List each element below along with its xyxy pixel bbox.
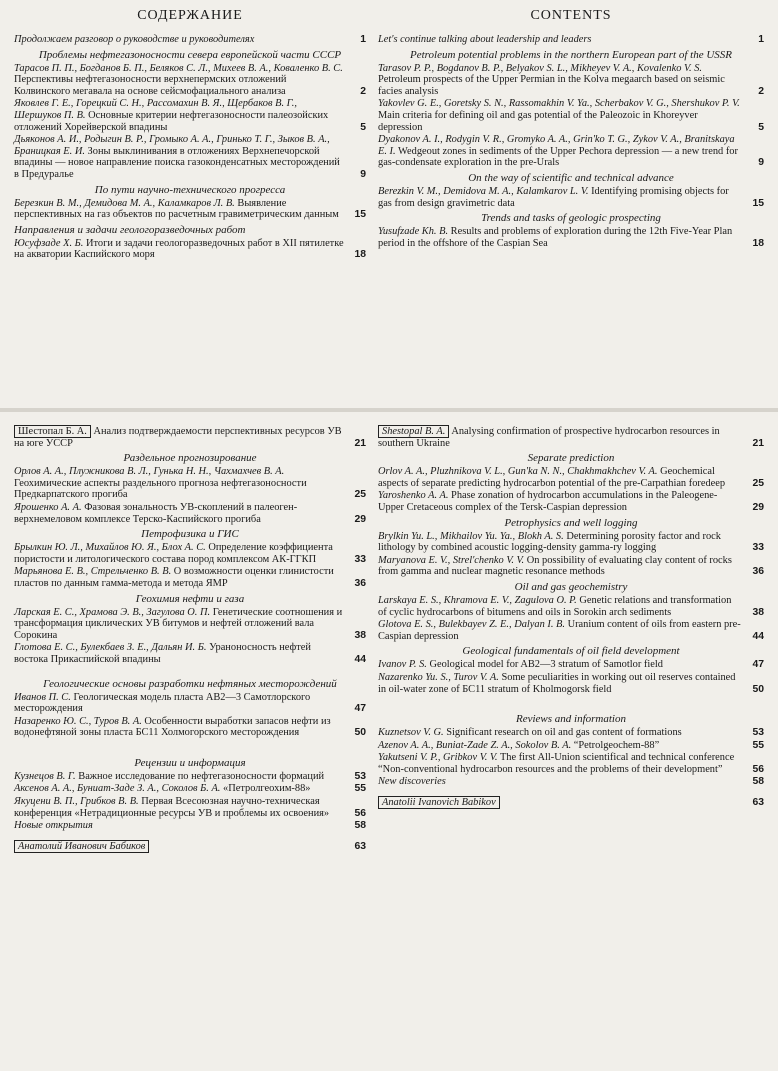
toc-entry [378,555,764,578]
toc-entry [14,466,366,501]
entry-authors: Yakovlev G. E., Goretsky S. N., Rassomakhin V. Ya., Scherbakov V. G., Shershukov P. V. [378,98,740,110]
page-number: 25 [354,489,366,501]
page-number: 53 [752,727,764,739]
toc-right-column-en [378,8,764,250]
entry-title: Фазовая зональность УВ-скоплений в палеоген-верхнемеловом комплексе Терско-Каспийского прогиба [14,501,298,525]
entry-authors: Брылкин Ю. Л., Михайлов Ю. Я., Блох А. С. [14,542,206,554]
page-number: 58 [354,820,366,832]
toc-entry [14,796,366,819]
toc-entry [378,595,764,618]
entry-authors: Березкин В. М., Демидова М. А., Каламкаров Л. В. [14,197,235,209]
page-number: 36 [354,577,366,589]
toc-entry [378,134,764,169]
section-heading: Trends and tasks of geologic prospecting [481,212,661,225]
entry-authors: Марьянова Е. В., Стрельченко В. В. [14,566,172,578]
page-number: 44 [752,630,764,642]
toc-entry [378,466,764,489]
page-number: 21 [354,437,366,449]
entry-authors: Azenov A. A., Buniat-Zade Z. A., Sokolov B. A. [378,739,572,751]
toc-left-column-ru [14,8,366,262]
entry-authors: Аксенов А. А., Буниат-Заде З. А., Соколов Б. А. [14,783,221,795]
entry-title: Some peculiarities in working out oil reserves contained in oil-water zone of БС11 stratum of Kholmogorsk field [378,671,736,695]
entry-authors-boxed: Anatolii Ivanovich Babikov [378,796,500,809]
page-title-en: CONTENTS [530,8,612,23]
toc-entry [378,797,764,809]
entry-authors: Brylkin Yu. L., Mikhailov Yu. Ya., Blokh A. S. [378,530,564,542]
toc-entry [14,98,366,133]
entry-title: Выявление перспективных на газ объектов по расчетным гравиметрическим данным [14,197,339,221]
entry-title: О возможности оценки глинистости пластов по данным гамма-метода и метода ЯМР [14,566,334,589]
section-heading: Геохимия нефти и газа [135,592,245,605]
entry-title: Определение коэффициента пористости и литологического состава пород комплексом АК-ГГКП [14,542,333,565]
section-heading: Геологические основы разработки нефтяных месторождений [43,677,337,690]
toc-entry [14,542,366,565]
entry-title: Важное исследование по нефтегазоносности формаций [78,770,325,782]
page-number: 38 [354,629,366,641]
page-title-ru: СОДЕРЖАНИЕ [137,8,243,23]
entry-title: Genetic relations and transformation of cyclic hydrocarbons of bitumens and oils in Sorokin arch sediments [378,594,732,618]
entry-text: Let's continue talking about leadership and leaders [378,34,592,45]
toc-entry [14,198,366,221]
entry-title: Results and problems of exploration during the 12th Five-Year Plan period in the offshore of the Caspian Sea [378,226,733,249]
page-number: 15 [752,197,764,209]
toc-entry [14,642,366,665]
page-number: 47 [354,703,366,715]
entry-title: Особенности выработки запасов нефти из водонефтяной зоны пласта БС11 Холмогорского месторождения [14,715,331,739]
page-number: 1 [360,34,366,45]
entry-title: Перспективы нефтегазоносности верхнепермских отложений Колвинского мегавала на основе сейсмофациального анализа [14,74,287,97]
toc-entry [14,34,366,46]
page-number: 38 [752,606,764,618]
page-number: 9 [758,157,764,169]
entry-title: The first All-Union scientifical and technical conference “Non-conventional hydrocarbon resources and the problems of their development” [378,752,735,775]
section-heading: Geological fundamentals of oil field development [462,645,680,658]
entry-title: Ураноносность нефтей востока Прикаспийской впадины [14,642,311,665]
entry-authors: Глотова Е. С., Булекбаев З. Е., Дальян И. Б. [14,642,207,654]
entry-authors: Maryanova E. V., Strel'chenko V. V. [378,554,525,566]
toc-entry [378,752,764,775]
page-number: 55 [354,783,366,795]
toc-entry [14,783,366,795]
entry-authors: Glotova E. S., Bulekbayev Z. E., Dalyan I. B. [378,619,565,631]
entry-title: Генетические соотношения и трансформация циклических УВ битумов и нефтей отложений вала Сорокина [14,606,343,641]
entry-title: On possibility of evaluating clay content of rocks from gamma and nuclear magnetic resonance methods [378,554,732,578]
entry-authors: Орлов А. А., Плужникова В. Л., Гунька Н. Н., Чахмахчев В. А. [14,466,285,478]
toc-left-column-ru [14,426,366,853]
entry-authors: Иванов П. С. [14,691,71,703]
page-number: 63 [354,840,366,852]
entry-title: Identifying promising objects for gas from design gravimetric data [378,185,729,209]
toc-entry [378,531,764,554]
entry-authors: Yusufzade Kh. B. [378,226,449,238]
page-number: 63 [752,797,764,809]
toc-entry [378,186,764,209]
entry-authors: Tarasov P. P., Bogdanov B. P., Belyakov S. L., Mikheyev V. A., Kovalenko V. S. [378,62,702,74]
entry-title: Geochemical aspects of separate predicting hydrocarbon potential of the pre-Carpathian foredeep [378,466,726,489]
toc-entry [378,34,764,46]
entry-title: Геологическая модель пласта АВ2—3 Самотлорского месторождения [14,691,311,715]
entry-title: Первая Всесоюзная научно-техническая конференция «Нетрадиционные ресурсы УВ и проблемы их освоения» [14,796,330,819]
entry-authors: Berezkin V. M., Demidova M. A., Kalamkarov L. V. [378,185,589,197]
toc-entry [378,727,764,739]
toc-entry [14,771,366,783]
entry-title: Зоны выклинивания в отложениях Верхнепечорской впадины — новое направление поиска газоконденсатных месторождений в Предуралье [14,145,340,180]
toc-entry [14,502,366,525]
entry-authors: Larskaya E. S., Khramova E. V., Zagulova O. P. [378,594,577,606]
section-heading: Рецензии и информация [134,756,246,769]
toc-bottom-section [0,412,778,1071]
entry-text: Продолжаем разговор о руководстве и руководителях [14,34,255,45]
section-heading: Oil and gas geochemistry [514,580,628,593]
page-number: 29 [752,501,764,513]
toc-entry [378,226,764,249]
toc-entry [14,841,366,853]
entry-authors: Dyakonov A. I., Rodygin V. R., Gromyko A. A., Grin'ko T. G., Zykov V. A., Branitskaya E. I. [378,134,735,157]
page-number: 29 [354,513,366,525]
entry-title: Геохимические аспекты раздельного прогноза нефтегазоносности Предкарпатского прогиба [14,477,307,501]
section-heading: Раздельное прогнозирование [123,452,257,465]
entry-title: Main criteria for defining oil and gas potential of the Paleozoic in Khoreyver depression [378,109,698,133]
section-heading: Petroleum potential problems in the northern European part of the USSR [409,48,733,61]
page-number: 44 [354,653,366,665]
page-number: 50 [354,727,366,739]
entry-title: “Petrolgeochem-88” [573,739,660,751]
toc-entry [14,820,366,832]
toc-entry [14,63,366,98]
toc-entry [378,659,764,671]
entry-title: «Петролгеохим-88» [223,783,311,795]
entry-title: Новые открытия [14,820,93,832]
entry-title: Analysing confirmation of prospective hydrocarbon resources in southern Ukraine [378,426,720,449]
toc-entry [14,716,366,739]
section-heading: On the way of scientific and technical advance [468,171,674,184]
entry-authors-boxed: Shestopal B. A. [378,425,449,438]
entry-authors-boxed: Анатолий Иванович Бабиков [14,840,149,853]
entry-authors: Orlov A. A., Pluzhnikova V. L., Gun'ka N. N., Chakhmakhchev V. A. [378,466,658,478]
section-heading: Reviews and information [516,713,626,726]
toc-entry [378,776,764,788]
page-number: 25 [752,477,764,489]
toc-entry [378,426,764,449]
entry-authors: Kuznetsov V. G. [378,727,444,739]
page-number: 2 [360,85,366,97]
page-number: 21 [752,437,764,449]
toc-entry [378,619,764,642]
entry-authors: Ларская Е. С., Храмова Э. В., Загулова О. П. [14,606,211,618]
page-number: 15 [354,209,366,221]
toc-entry [378,672,764,695]
section-heading: Проблемы нефтегазоносности севера европейской части СССР [38,48,342,61]
page-number: 36 [752,566,764,578]
entry-title: Phase zonation of hydrocarbon accumulations in the Paleogene-Upper Cretaceous complex of the Tersk-Caspian depression [378,490,718,513]
page-number: 18 [354,249,366,261]
page-number: 58 [752,776,764,788]
entry-title: Determining porosity factor and rock lithology by combined acoustic logging-density gamma-ry logging [378,530,721,554]
toc-entry [14,134,366,180]
section-heading: Направления и задачи геологоразведочных работ [14,223,246,236]
entry-authors-boxed: Шестопал Б. А. [14,425,91,438]
entry-title: Significant research on oil and gas content of formations [446,727,682,739]
page-number: 1 [758,34,764,45]
toc-entry [378,98,764,133]
section-heading: Separate prediction [527,452,615,465]
entry-title: Geological model for AB2—3 stratum of Samotlor field [429,659,663,671]
toc-entry [378,490,764,513]
page-number: 33 [752,542,764,554]
entry-authors: Yakutseni V. P., Gribkov V. V. [378,752,498,764]
page-number: 55 [752,739,764,751]
entry-title: Основные критерии нефтегазоносности палеозойских отложений Хорейверской впадины [14,109,329,133]
section-heading: По пути научно-технического прогресса [94,183,286,196]
entry-authors: Назаренко Ю. С., Туров В. А. [14,715,142,727]
entry-title: Итоги и задачи геологоразведочных работ в XII пятилетке на акватории Каспийского моря [14,237,344,261]
toc-top-section [0,0,778,408]
toc-entry [14,692,366,715]
entry-authors: Якуцени В. П., Грибков В. В. [14,796,139,808]
page-number: 18 [752,237,764,249]
page-number: 53 [354,770,366,782]
entry-authors: Тарасов П. П., Богданов Б. П., Беляков С. Л., Михеев В. А., Коваленко В. С. [14,62,343,74]
section-heading: Петрофизика и ГИС [141,528,239,541]
toc-right-column-en [378,426,764,810]
entry-authors: Кузнецов В. Г. [14,770,76,782]
page-number: 47 [752,659,764,671]
toc-entry [14,607,366,642]
page-number: 56 [354,807,366,819]
entry-title: Petroleum prospects of the Upper Permian in the Kolva megaarch based on seismic facies analysis [378,74,725,97]
entry-authors: Yaroshenko A. A. [378,490,449,502]
toc-entry [14,566,366,589]
entry-authors: Дьяконов А. И., Родыгин В. Р., Громыко А. А., Гринько Т. Г., Зыков В. А., Браницкая Е. И. [14,134,330,157]
toc-entry [378,740,764,752]
page-number: 2 [758,85,764,97]
entry-authors: Юсуфзаде Х. Б. [14,237,84,249]
entry-authors: Nazarenko Yu. S., Turov V. A. [378,671,499,683]
entry-title: New discoveries [378,776,446,788]
toc-entry [14,426,366,449]
entry-authors: Яковлев Г. Е., Горецкий С. Н., Рассомахин В. Я., Щербаков В. Г., Шершуков П. В. [14,98,297,121]
toc-entry [378,63,764,98]
entry-authors: Ярошенко А. А. [14,501,82,513]
page-number: 5 [360,121,366,133]
page-number: 56 [752,763,764,775]
entry-title: Анализ подтверждаемости перспективных ресурсов УВ на юге УССР [14,426,342,449]
section-heading: Petrophysics and well logging [504,516,638,529]
page-number: 9 [360,168,366,180]
page-number: 5 [758,121,764,133]
entry-authors: Ivanov P. S. [378,659,427,671]
page-number: 50 [752,683,764,695]
page-number: 33 [354,553,366,565]
entry-title: Uranium content of oils from eastern pre-Caspian depression [378,619,741,642]
entry-title: Wedgeout zones in sediments of the Upper Pechora depression — a new trend for gas-condensate exploration in the pre-Urals [378,145,738,169]
toc-entry [14,238,366,261]
